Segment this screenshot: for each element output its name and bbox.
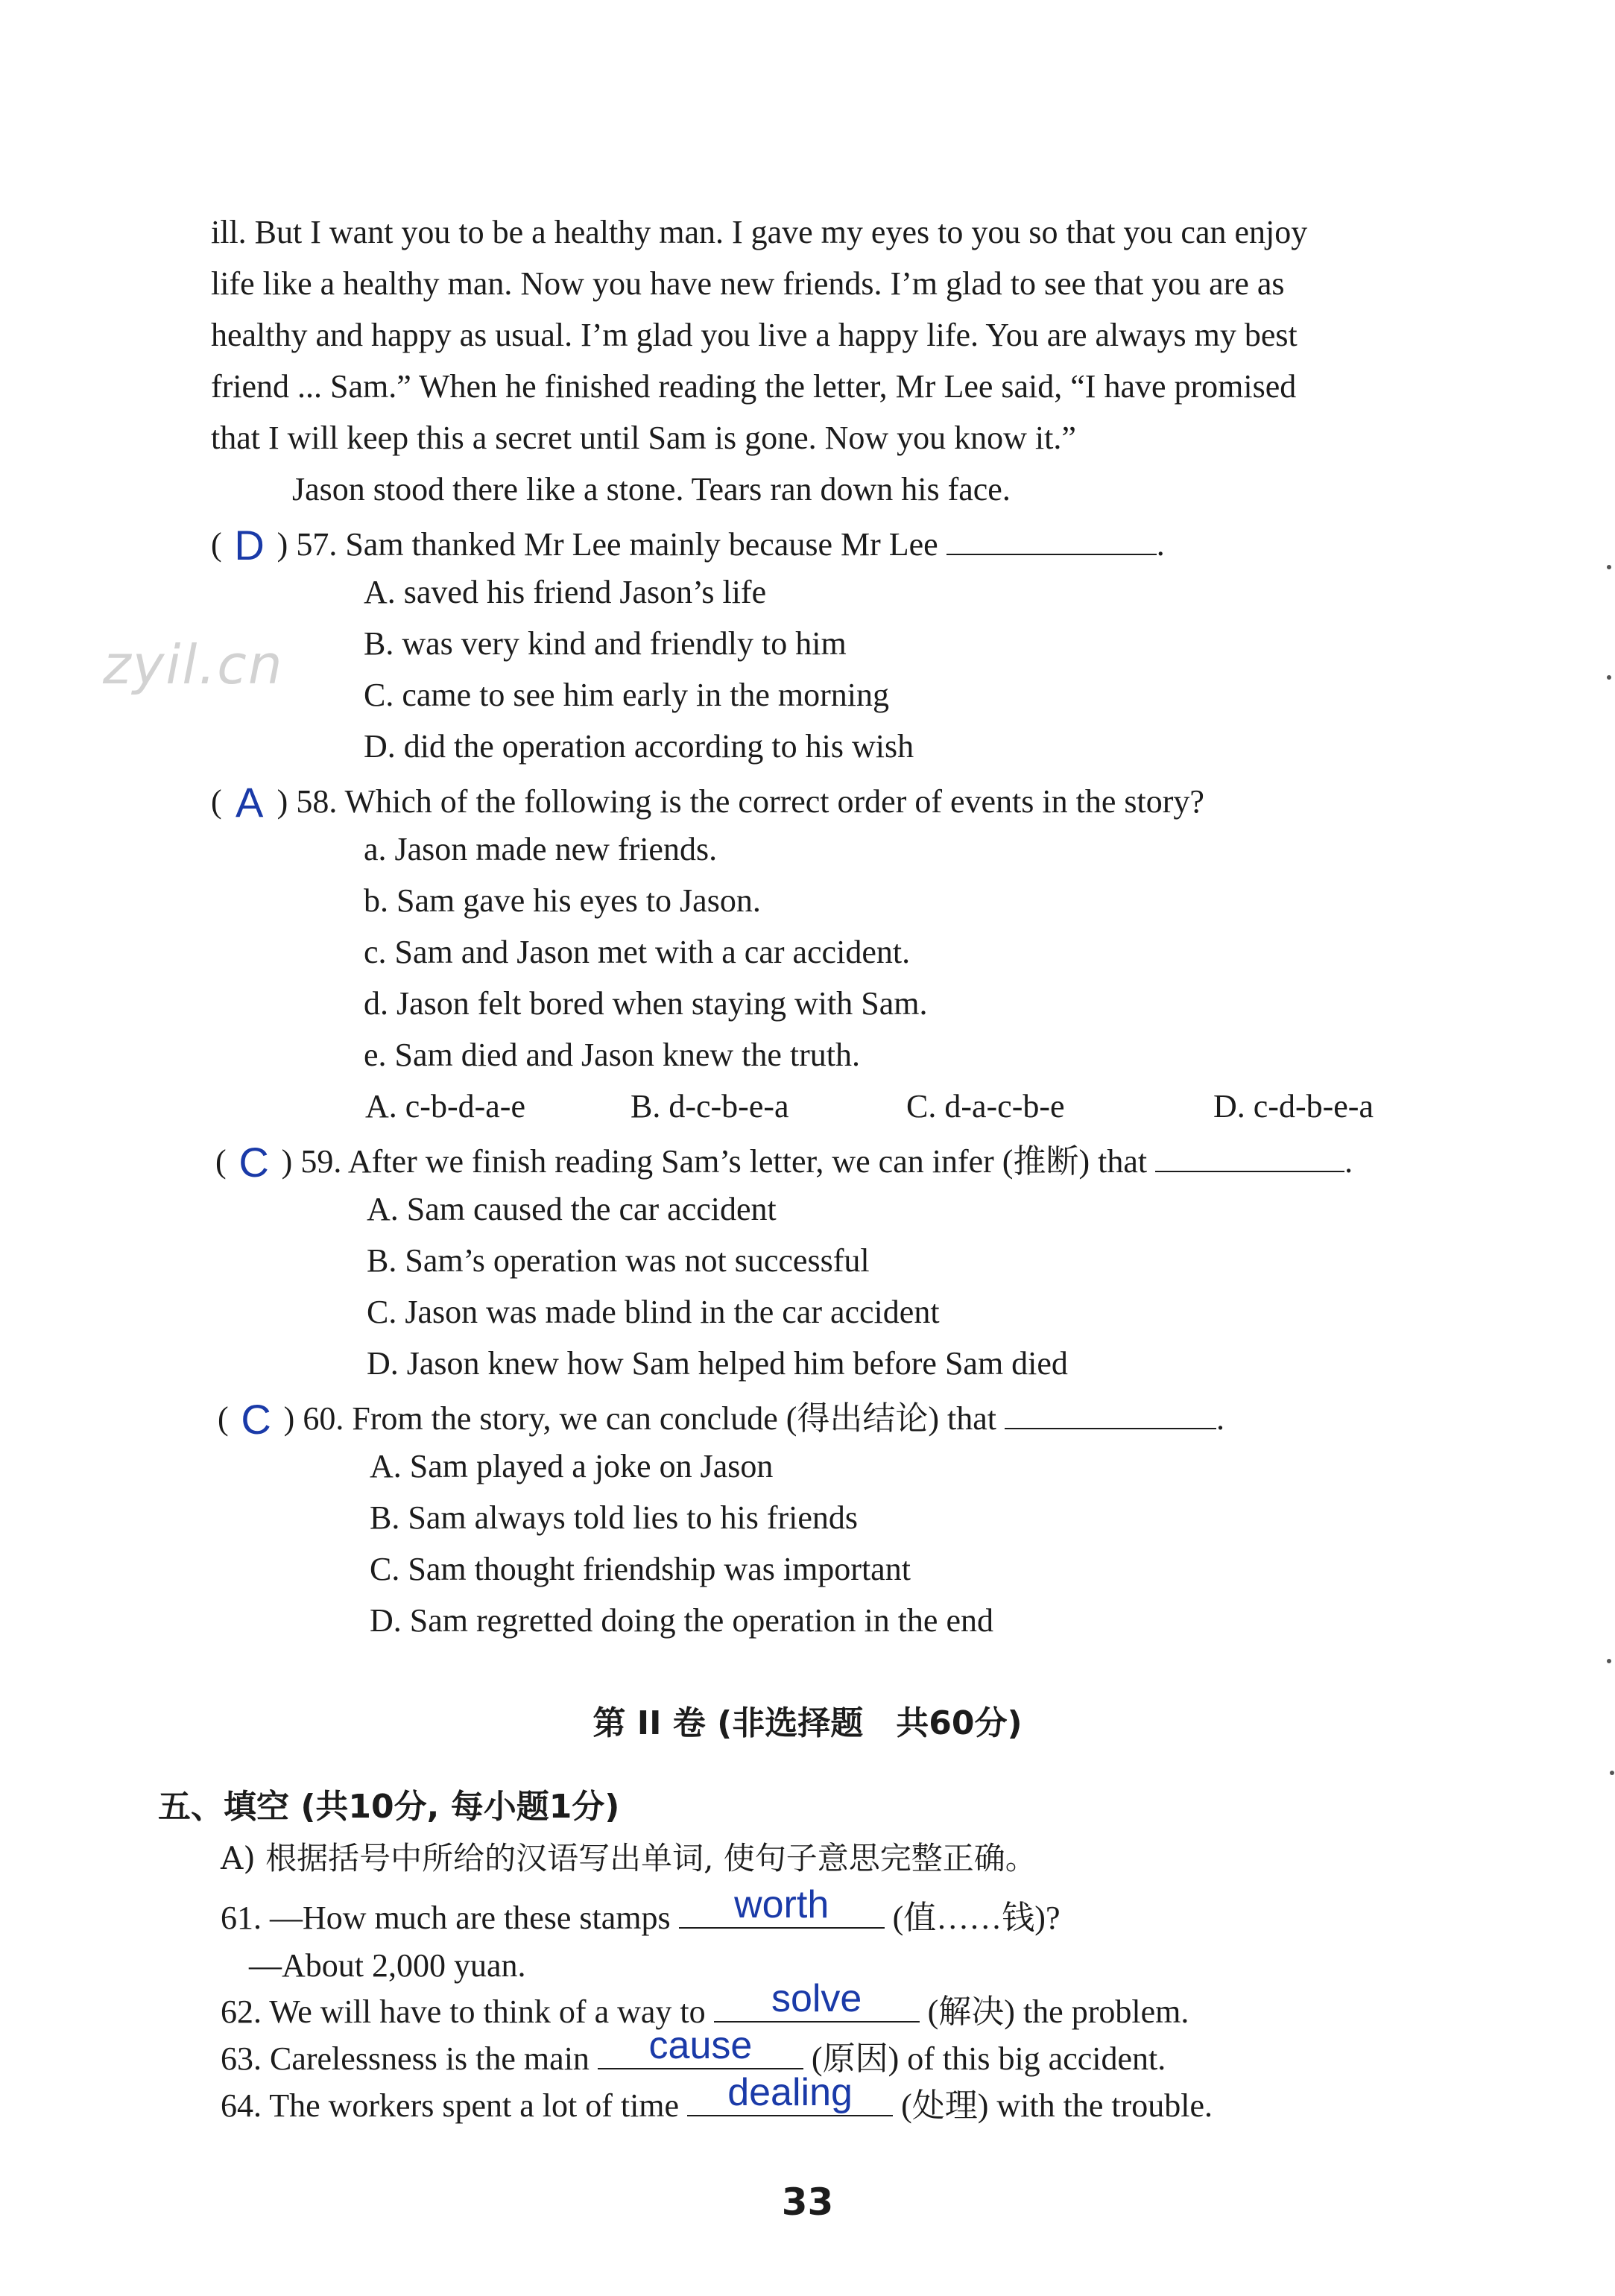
scan-speck [1610,1771,1614,1775]
option-a: A. Sam played a joke on Jason [370,1448,774,1484]
written-answer: dealing [727,2071,853,2114]
watermark-logo: zyil.cn [103,633,284,696]
section-instruction: A) 根据括号中所给的汉语写出单词, 使句子意思完整正确。 [221,1840,1037,1876]
answer-mark-60: C [241,1396,271,1443]
question-stem: 58. Which of the following is the correct order of events in the story? [296,783,1204,820]
reply-61: —About 2,000 yuan. [249,1947,526,1984]
answer-mark-59: C [238,1139,269,1186]
passage-line: life like a healthy man. Now you have new friends. I’m glad to see that you are as [211,265,1285,302]
answer-blank [714,1977,920,2023]
option-d: D. Sam regretted doing the operation in the end [370,1602,993,1639]
option-c: C. Sam thought friendship was important [370,1551,911,1587]
passage-line: ill. But I want you to be a healthy man. I gave my eyes to you so that you can enjoy [211,214,1308,250]
passage-line: friend ... Sam.” When he finished reading the letter, Mr Lee said, “I have promised [211,368,1297,405]
fill-item-61: 61. —How much are these stamps worth (值……钱)? [221,1883,1061,1936]
fill-item-64: 64. The workers spent a lot of time dealing (处理) with the trouble. [221,2071,1213,2124]
question-60: ( C ) 60. From the story, we can conclude (得出结论) that . [218,1396,1225,1443]
event-a: a. Jason made new friends. [364,831,718,867]
option-d: D. did the operation according to his wish [364,728,914,765]
scan-speck [1607,675,1611,680]
option-b: B. Sam always told lies to his friends [370,1499,859,1536]
question-59: ( C ) 59. After we finish reading Sam’s letter, we can infer (推断) that . [215,1139,1353,1186]
choice-b: B. d-c-b-e-a [630,1088,789,1125]
choice-a: A. c-b-d-a-e [365,1088,525,1125]
answer-blank [598,2024,803,2069]
passage-line: healthy and happy as usual. I’m glad you live a happy life. You are always my best [211,317,1298,353]
question-58: ( A ) 58. Which of the following is the correct order of events in the story? [211,779,1204,826]
event-e: e. Sam died and Jason knew the truth. [364,1037,860,1073]
fill-item-62: 62. We will have to think of a way to solve (解决) the problem. [221,1977,1189,2030]
question-stem: 59. After we finish reading Sam’s letter, we can infer (推断) that [300,1143,1148,1180]
answer-blank [946,524,1157,555]
event-c: c. Sam and Jason met with a car accident. [364,934,911,970]
option-a: A. Sam caused the car accident [367,1191,777,1227]
answer-blank [687,2071,893,2116]
question-stem: 60. From the story, we can conclude (得出结论) that [303,1400,997,1437]
choice-c: C. d-a-c-b-e [906,1088,1065,1125]
passage-last-line: Jason stood there like a stone. Tears ran down his face. [292,471,1011,507]
answer-blank [1155,1141,1344,1172]
option-b: B. Sam’s operation was not successful [367,1242,870,1279]
page-number: 33 [781,2180,834,2224]
question-57: ( D ) 57. Sam thanked Mr Lee mainly because Mr Lee . [211,522,1165,569]
scan-speck [1607,565,1611,569]
event-b: b. Sam gave his eyes to Jason. [364,882,761,919]
question-stem: 57. Sam thanked Mr Lee mainly because Mr Lee [296,526,938,563]
choice-d: D. c-d-b-e-a [1213,1088,1374,1125]
scan-speck [1607,1659,1611,1663]
written-answer: worth [734,1883,829,1926]
written-answer: solve [771,1977,862,2020]
part-two-title: 第 II 卷 (非选择题 共60分) [592,1704,1023,1742]
section-heading: 五、填空 (共10分, 每小题1分) [158,1788,620,1826]
answer-mark-58: A [235,779,264,826]
answer-mark-57: D [234,522,265,569]
option-d: D. Jason knew how Sam helped him before Sam died [367,1345,1068,1382]
option-c: C. came to see him early in the morning [364,677,890,713]
fill-item-63: 63. Carelessness is the main cause (原因) of this big accident. [221,2024,1166,2077]
option-b: B. was very kind and friendly to him [364,625,847,662]
answer-blank [679,1883,885,1929]
option-a: A. saved his friend Jason’s life [364,574,767,610]
event-d: d. Jason felt bored when staying with Sam. [364,985,928,1022]
answer-blank [1005,1398,1216,1429]
option-c: C. Jason was made blind in the car accident [367,1294,940,1330]
passage-line: that I will keep this a secret until Sam is gone. Now you know it.” [211,420,1076,456]
written-answer: cause [648,2024,753,2067]
